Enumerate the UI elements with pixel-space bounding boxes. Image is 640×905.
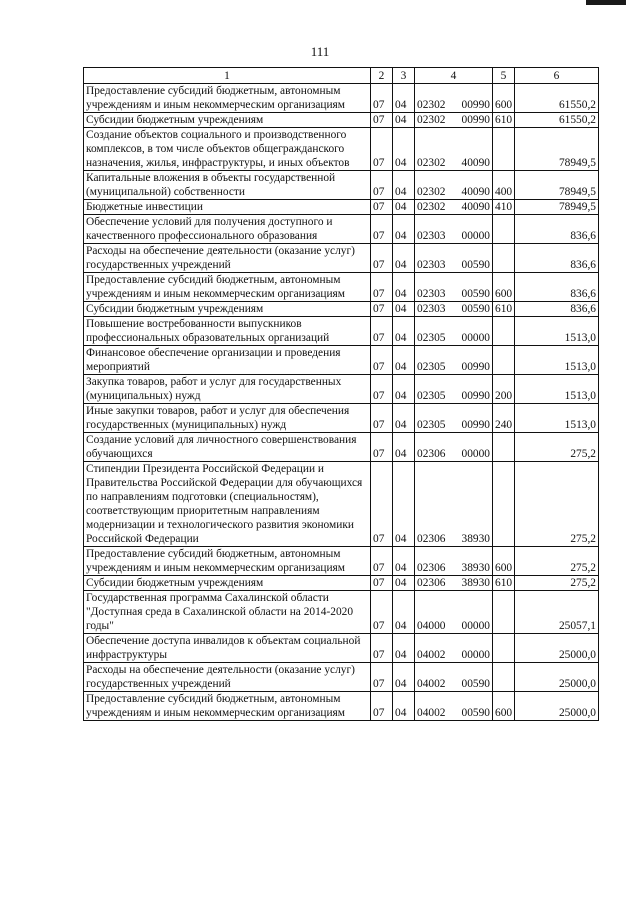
table-row	[84, 433, 599, 462]
direction-code: 00000	[461, 649, 490, 661]
amount-value: 275,2	[515, 433, 599, 462]
subsection-code: 04	[393, 273, 415, 302]
subsection-code: 04	[393, 462, 415, 547]
subsection-code: 04	[393, 215, 415, 244]
target-article-code	[415, 576, 493, 591]
subsection-code: 04	[393, 634, 415, 663]
expense-type-code	[493, 663, 515, 692]
expense-name: Стипендии Президента Российской Федерации и Правительства Российской Федерации для обучающихся по направлениям подготовки (специальностям), соответствующим приоритетным направлениям модернизации и технологического развития экономики Российской Федерации	[84, 462, 371, 547]
amount-value: 836,6	[515, 273, 599, 302]
program-code: 02305	[417, 332, 446, 344]
section-code: 07	[371, 576, 393, 591]
table-row	[84, 404, 599, 433]
expense-type-code: 400	[493, 171, 515, 200]
program-code: 02306	[417, 577, 446, 589]
subsection-code: 04	[393, 302, 415, 317]
subsection-code: 04	[393, 663, 415, 692]
header-col-2: 2	[371, 68, 393, 84]
expense-type-code	[493, 244, 515, 273]
expense-name: Расходы на обеспечение деятельности (оказание услуг) государственных учреждений	[84, 244, 371, 273]
amount-value: 1513,0	[515, 375, 599, 404]
amount-value: 275,2	[515, 462, 599, 547]
expense-type-code: 610	[493, 576, 515, 591]
program-code: 02303	[417, 230, 446, 242]
table-row	[84, 171, 599, 200]
amount-value: 836,6	[515, 302, 599, 317]
table-row	[84, 317, 599, 346]
page-number: 111	[310, 44, 330, 59]
direction-code: 00990	[461, 99, 490, 111]
section-code: 07	[371, 84, 393, 113]
expense-type-code	[493, 591, 515, 634]
target-article-code	[415, 215, 493, 244]
expense-name: Предоставление субсидий бюджетным, автономным учреждениям и иным некоммерческим организациям	[84, 273, 371, 302]
table-row	[84, 346, 599, 375]
amount-value: 1513,0	[515, 317, 599, 346]
direction-code: 00990	[461, 114, 490, 126]
section-code: 07	[371, 171, 393, 200]
target-article-code	[415, 634, 493, 663]
table-row	[84, 244, 599, 273]
expense-name: Финансовое обеспечение организации и проведения мероприятий	[84, 346, 371, 375]
header-col-4: 4	[415, 68, 493, 84]
program-code: 02302	[417, 99, 446, 111]
subsection-code: 04	[393, 692, 415, 721]
direction-code: 00990	[461, 419, 490, 431]
table-body	[84, 84, 599, 721]
expense-name: Бюджетные инвестиции	[84, 200, 371, 215]
section-code: 07	[371, 346, 393, 375]
table-row	[84, 591, 599, 634]
table-row	[84, 84, 599, 113]
subsection-code: 04	[393, 317, 415, 346]
table-row	[84, 547, 599, 576]
direction-code: 00590	[461, 259, 490, 271]
amount-value: 275,2	[515, 547, 599, 576]
table-row	[84, 200, 599, 215]
direction-code: 40090	[461, 201, 490, 213]
program-code: 02305	[417, 419, 446, 431]
expense-type-code	[493, 128, 515, 171]
target-article-code	[415, 591, 493, 634]
program-code: 02306	[417, 533, 446, 545]
target-article-code	[415, 273, 493, 302]
expense-type-code	[493, 317, 515, 346]
target-article-code	[415, 692, 493, 721]
table-row	[84, 576, 599, 591]
header-col-1: 1	[84, 68, 371, 84]
amount-value: 25000,0	[515, 634, 599, 663]
direction-code: 38930	[461, 562, 490, 574]
program-code: 02302	[417, 157, 446, 169]
section-code: 07	[371, 128, 393, 171]
program-code: 04000	[417, 620, 446, 632]
program-code: 02305	[417, 361, 446, 373]
amount-value: 78949,5	[515, 200, 599, 215]
section-code: 07	[371, 692, 393, 721]
section-code: 07	[371, 547, 393, 576]
subsection-code: 04	[393, 200, 415, 215]
target-article-code	[415, 547, 493, 576]
direction-code: 38930	[461, 533, 490, 545]
expense-type-code	[493, 215, 515, 244]
expense-name: Создание объектов социального и производственного комплексов, в том числе объектов общегражданского назначения, жилья, инфраструктуры, и иных объектов	[84, 128, 371, 171]
expense-name: Предоставление субсидий бюджетным, автономным учреждениям и иным некоммерческим организациям	[84, 692, 371, 721]
amount-value: 78949,5	[515, 128, 599, 171]
expense-type-code: 600	[493, 273, 515, 302]
target-article-code	[415, 462, 493, 547]
direction-code: 00000	[461, 620, 490, 632]
amount-value: 61550,2	[515, 84, 599, 113]
section-code: 07	[371, 462, 393, 547]
direction-code: 40090	[461, 157, 490, 169]
amount-value: 25000,0	[515, 692, 599, 721]
target-article-code	[415, 128, 493, 171]
direction-code: 00000	[461, 230, 490, 242]
amount-value: 78949,5	[515, 171, 599, 200]
target-article-code	[415, 433, 493, 462]
subsection-code: 04	[393, 375, 415, 404]
subsection-code: 04	[393, 84, 415, 113]
program-code: 02302	[417, 186, 446, 198]
direction-code: 00590	[461, 303, 490, 315]
amount-value: 1513,0	[515, 404, 599, 433]
subsection-code: 04	[393, 576, 415, 591]
expense-type-code	[493, 346, 515, 375]
expense-type-code: 410	[493, 200, 515, 215]
section-code: 07	[371, 591, 393, 634]
target-article-code	[415, 317, 493, 346]
program-code: 04002	[417, 707, 446, 719]
subsection-code: 04	[393, 171, 415, 200]
expense-name: Предоставление субсидий бюджетным, автономным учреждениям и иным некоммерческим организациям	[84, 84, 371, 113]
program-code: 04002	[417, 678, 446, 690]
expense-type-code: 610	[493, 302, 515, 317]
expense-type-code	[493, 433, 515, 462]
expense-name: Закупка товаров, работ и услуг для государственных (муниципальных) нужд	[84, 375, 371, 404]
direction-code: 00590	[461, 288, 490, 300]
section-code: 07	[371, 113, 393, 128]
subsection-code: 04	[393, 404, 415, 433]
expense-type-code: 600	[493, 547, 515, 576]
subsection-code: 04	[393, 433, 415, 462]
subsection-code: 04	[393, 128, 415, 171]
expense-type-code: 600	[493, 692, 515, 721]
subsection-code: 04	[393, 346, 415, 375]
section-code: 07	[371, 404, 393, 433]
amount-value: 1513,0	[515, 346, 599, 375]
target-article-code	[415, 375, 493, 404]
table-row	[84, 462, 599, 547]
table-row	[84, 663, 599, 692]
table-row	[84, 634, 599, 663]
table-row	[84, 128, 599, 171]
target-article-code	[415, 200, 493, 215]
expense-type-code	[493, 634, 515, 663]
expense-type-code: 600	[493, 84, 515, 113]
header-col-5: 5	[493, 68, 515, 84]
target-article-code	[415, 171, 493, 200]
program-code: 02303	[417, 288, 446, 300]
section-code: 07	[371, 663, 393, 692]
direction-code: 00590	[461, 678, 490, 690]
table-row	[84, 375, 599, 404]
program-code: 04002	[417, 649, 446, 661]
program-code: 02302	[417, 114, 446, 126]
expense-name: Обеспечение условий для получения доступного и качественного профессионального образования	[84, 215, 371, 244]
target-article-code	[415, 244, 493, 273]
program-code: 02302	[417, 201, 446, 213]
expense-name: Субсидии бюджетным учреждениям	[84, 302, 371, 317]
section-code: 07	[371, 375, 393, 404]
header-col-6: 6	[515, 68, 599, 84]
target-article-code	[415, 346, 493, 375]
direction-code: 00990	[461, 390, 490, 402]
target-article-code	[415, 663, 493, 692]
target-article-code	[415, 84, 493, 113]
direction-code: 00990	[461, 361, 490, 373]
direction-code: 00000	[461, 332, 490, 344]
section-code: 07	[371, 634, 393, 663]
section-code: 07	[371, 273, 393, 302]
expense-type-code: 610	[493, 113, 515, 128]
corner-mark	[586, 0, 626, 5]
expense-type-code	[493, 462, 515, 547]
subsection-code: 04	[393, 244, 415, 273]
section-code: 07	[371, 244, 393, 273]
direction-code: 40090	[461, 186, 490, 198]
amount-value: 836,6	[515, 215, 599, 244]
expense-name: Обеспечение доступа инвалидов к объектам социальной инфраструктуры	[84, 634, 371, 663]
subsection-code: 04	[393, 547, 415, 576]
expense-name: Предоставление субсидий бюджетным, автономным учреждениям и иным некоммерческим организациям	[84, 547, 371, 576]
direction-code: 38930	[461, 577, 490, 589]
section-code: 07	[371, 433, 393, 462]
table-row	[84, 273, 599, 302]
table-row	[84, 692, 599, 721]
program-code: 02306	[417, 562, 446, 574]
expense-name: Расходы на обеспечение деятельности (оказание услуг) государственных учреждений	[84, 663, 371, 692]
amount-value: 25000,0	[515, 663, 599, 692]
expense-name: Государственная программа Сахалинской области "Доступная среда в Сахалинской области на 2014-2020 годы"	[84, 591, 371, 634]
program-code: 02303	[417, 303, 446, 315]
amount-value: 836,6	[515, 244, 599, 273]
subsection-code: 04	[393, 591, 415, 634]
expense-name: Иные закупки товаров, работ и услуг для обеспечения государственных (муниципальных) нужд	[84, 404, 371, 433]
table-row	[84, 302, 599, 317]
target-article-code	[415, 404, 493, 433]
direction-code: 00000	[461, 448, 490, 460]
table-row	[84, 113, 599, 128]
expense-name: Субсидии бюджетным учреждениям	[84, 576, 371, 591]
amount-value: 275,2	[515, 576, 599, 591]
expense-name: Субсидии бюджетным учреждениям	[84, 113, 371, 128]
expense-name: Повышение востребованности выпускников профессиональных образовательных организаций	[84, 317, 371, 346]
amount-value: 25057,1	[515, 591, 599, 634]
table-row	[84, 215, 599, 244]
target-article-code	[415, 302, 493, 317]
expense-type-code: 200	[493, 375, 515, 404]
budget-table	[83, 67, 599, 721]
program-code: 02305	[417, 390, 446, 402]
header-row	[84, 68, 599, 84]
section-code: 07	[371, 302, 393, 317]
section-code: 07	[371, 317, 393, 346]
amount-value: 61550,2	[515, 113, 599, 128]
expense-name: Создание условий для личностного совершенствования обучающихся	[84, 433, 371, 462]
section-code: 07	[371, 200, 393, 215]
subsection-code: 04	[393, 113, 415, 128]
program-code: 02303	[417, 259, 446, 271]
expense-name: Капитальные вложения в объекты государственной (муниципальной) собственности	[84, 171, 371, 200]
section-code: 07	[371, 215, 393, 244]
target-article-code	[415, 113, 493, 128]
expense-type-code: 240	[493, 404, 515, 433]
program-code: 02306	[417, 448, 446, 460]
direction-code: 00590	[461, 707, 490, 719]
header-col-3: 3	[393, 68, 415, 84]
